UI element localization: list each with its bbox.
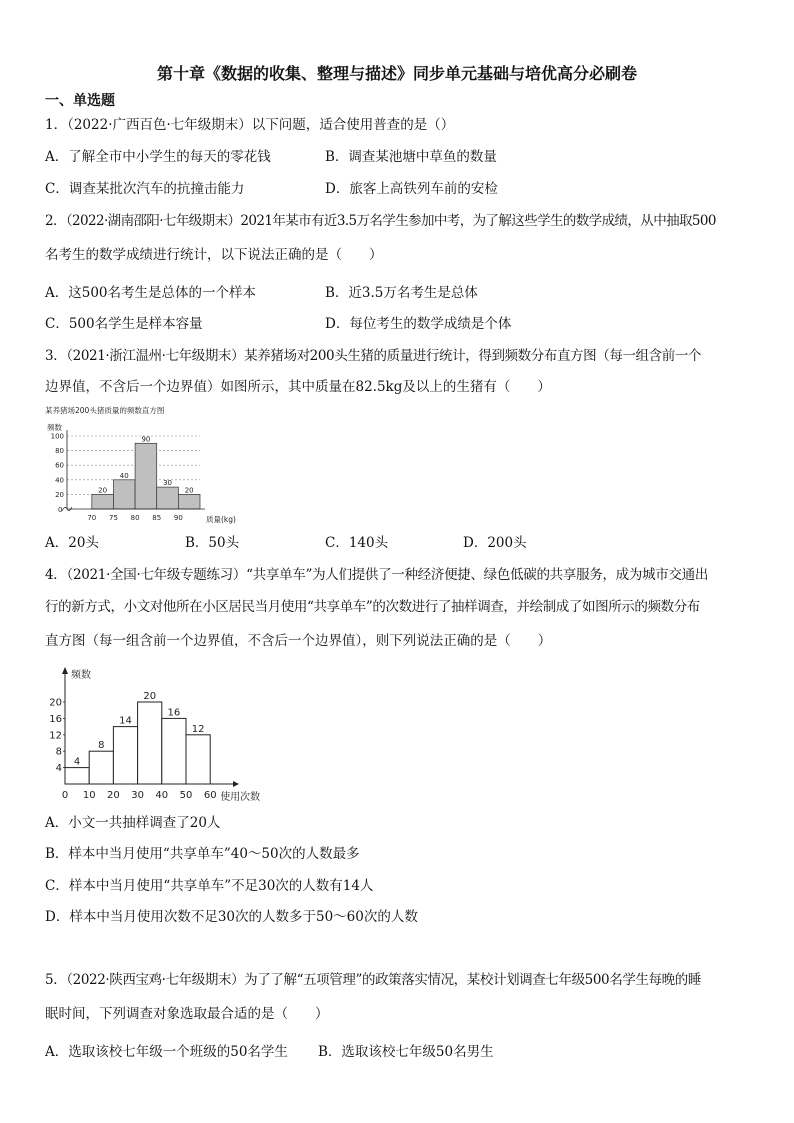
q2-option-d: D．每位考生的数学成绩是个体 [325, 316, 512, 332]
chart1-origin: 0 [58, 506, 63, 514]
chart1-bar-label-0: 20 [98, 486, 108, 495]
chart1-bar-0 [92, 494, 114, 509]
chart2-x-tick-30: 30 [131, 790, 144, 801]
chart2-x-tick-10: 10 [82, 790, 96, 801]
chart2-bar-label-4: 16 [167, 707, 181, 719]
chart1-bar-3 [157, 487, 179, 509]
chart2-bar-2 [113, 727, 137, 784]
chart2-y-tick-20: 20 [49, 697, 62, 709]
chart1-x-tick-80: 80 [130, 514, 140, 522]
q5-stem-line2: 眠时间，下列调查对象选取最合适的是（ ） [45, 1006, 329, 1022]
chart2-bar-label-3: 20 [143, 691, 157, 702]
q4-stem-line3: 直方图（每一组含前一个边界值，不含后一个边界值），则下列说法正确的是（ ） [45, 633, 552, 649]
page-title: 第十章《数据的收集、整理与描述》同步单元基础与培优高分必刷卷 [156, 64, 637, 83]
q2-option-b: B．近3.5万名考生是总体 [325, 285, 478, 301]
q5-option-a: A．选取该校七年级一个班级的50名学生 [45, 1044, 288, 1060]
chart1-y-tick-20: 20 [55, 490, 64, 499]
chart1-bar-1 [113, 480, 135, 509]
bike-usage-histogram [45, 660, 285, 810]
chart2-y-tick-12: 12 [49, 730, 62, 742]
pig-weight-histogram [45, 404, 275, 524]
q3-option-c: C．140头 [325, 535, 389, 551]
chart2-x-tick-60: 60 [203, 790, 217, 801]
chart2-bar-3 [138, 702, 162, 784]
chart2-y-tick-16: 16 [49, 713, 62, 725]
chart2-x-tick-20: 20 [107, 790, 120, 801]
chart2-ylabel: 频数 [71, 670, 91, 681]
q3-stem-line1: 3．（2021·浙江温州·七年级期末）某养猪场对200头生猪的质量进行统计，得到频数分布直方图（每一组含前一个 [45, 348, 702, 364]
q1-option-c: C．调查某批次汽车的抗撞击能力 [45, 181, 245, 197]
chart2-y-tick-4: 4 [55, 763, 62, 775]
chart2-bar-label-1: 8 [98, 740, 105, 752]
q3-option-a: A．20头 [45, 535, 99, 551]
chart1-x-tick-70: 70 [87, 514, 97, 522]
chart1-y-tick-80: 80 [55, 447, 64, 456]
q4-option-a: A．小文一共抽样调查了20人 [45, 815, 221, 831]
q2-option-a: A．这500名考生是总体的一个样本 [45, 285, 257, 301]
q1-option-d: D．旅客上高铁列车前的安检 [325, 181, 498, 197]
chart1-bar-label-2: 90 [141, 435, 151, 444]
chart2-y-arrow [62, 667, 68, 674]
chart1-bar-4 [178, 494, 200, 509]
q3-option-d: D．200头 [463, 535, 527, 551]
chart1-y-tick-60: 60 [55, 461, 64, 470]
chart2-bar-label-0: 4 [73, 756, 81, 768]
chart1-y-tick-100: 100 [50, 432, 64, 441]
chart2-bar-4 [162, 718, 186, 784]
q4-stem-line2: 行的新方式，小文对他所在小区居民当月使用“共享单车”的次数进行了抽样调查，并绘制成了如图所示的频数分布 [45, 599, 700, 615]
chart2-xlabel: 使用次数 [220, 792, 261, 803]
chart2-x-tick-50: 50 [179, 790, 193, 801]
chart1-title: 某养猪场200头猪质量的频数直方图 [45, 406, 165, 415]
q3-stem-line2: 边界值，不含后一个边界值）如图所示，其中质量在82.5kg及以上的生猪有（ ） [45, 379, 551, 395]
section-heading: 一、单选题 [45, 93, 115, 109]
chart1-bar-label-3: 30 [163, 479, 173, 488]
q3-option-b: B．50头 [185, 535, 240, 551]
q2-stem-line2: 名考生的数学成绩进行统计，以下说法正确的是（ ） [45, 247, 383, 263]
q4-option-d: D．样本中当月使用次数不足30次的人数多于50～60次的人数 [45, 909, 418, 925]
chart1-x-tick-85: 85 [152, 514, 162, 522]
q4-stem-line1: 4．（2021·全国·七年级专题练习）“共享单车”为人们提供了一种经济便捷、绿色低碳的共享服务，成为城市交通出 [45, 567, 709, 583]
chart2-bar-1 [89, 751, 113, 784]
chart2-bar-0 [65, 768, 89, 784]
chart1-bar-label-1: 40 [119, 471, 129, 480]
chart1-bar-2 [135, 443, 157, 509]
q2-stem-line1: 2．（2022·湖南邵阳·七年级期末）2021年某市有近3.5万名学生参加中考，为了解这些学生的数学成绩，从中抽取500 [45, 213, 716, 229]
chart2-bar-5 [186, 735, 210, 784]
q5-stem-line1: 5．（2022·陕西宝鸡·七年级期末）为了了解“五项管理”的政策落实情况，某校计划调查七年级500名学生每晚的睡 [45, 972, 701, 988]
chart2-x-arrow [233, 781, 239, 787]
chart2-bar-label-5: 12 [191, 723, 205, 735]
chart1-bar-label-4: 20 [184, 486, 194, 495]
chart2-x-tick-40: 40 [155, 790, 169, 801]
chart1-x-tick-90: 90 [173, 514, 183, 522]
q2-option-c: C．500名学生是样本容量 [45, 316, 203, 332]
q1-option-a: A．了解全市中小学生的每天的零花钱 [45, 149, 271, 165]
chart1-xlabel: 质量(kg) [206, 515, 236, 524]
q4-option-c: C．样本中当月使用“共享单车”不足30次的人数有14人 [45, 878, 374, 894]
q4-option-b: B．样本中当月使用“共享单车”40～50次的人数最多 [45, 846, 360, 862]
q1-stem: 1．（2022·广西百色·七年级期末）以下问题，适合使用普查的是（） [45, 117, 455, 133]
chart2-y-tick-8: 8 [55, 746, 62, 758]
chart1-y-tick-40: 40 [55, 476, 64, 485]
q1-option-b: B．调查某池塘中草鱼的数量 [325, 149, 497, 165]
chart1-ylabel: 频数 [47, 423, 62, 432]
chart2-bar-label-2: 14 [119, 715, 132, 727]
q5-option-b: B．选取该校七年级50名男生 [318, 1044, 494, 1060]
chart1-x-tick-75: 75 [108, 514, 118, 522]
chart2-x-tick-0: 0 [61, 790, 69, 801]
